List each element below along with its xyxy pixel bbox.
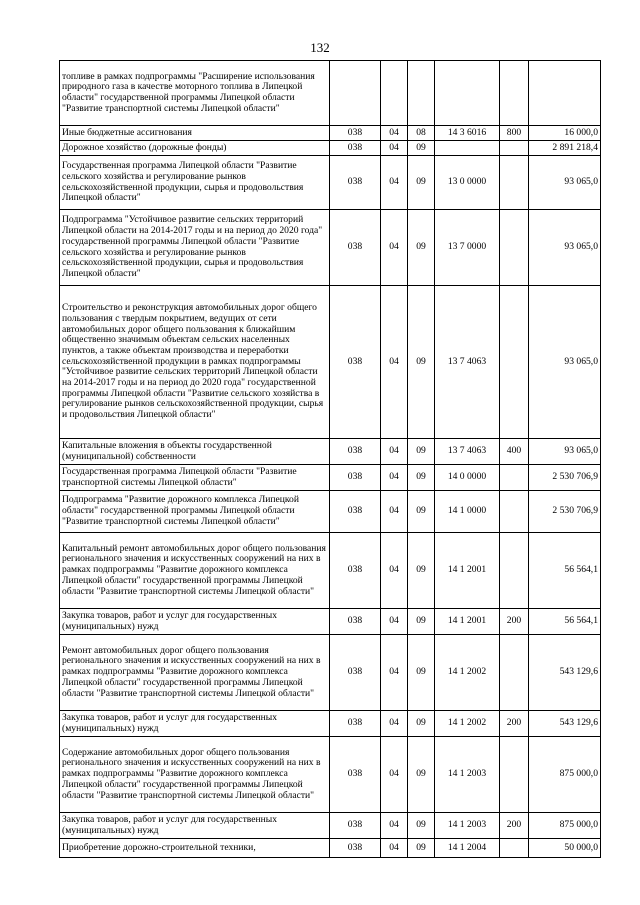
row-grbs: 038 xyxy=(330,737,381,813)
row-pr: 09 xyxy=(408,737,435,813)
row-sum: 93 065,0 xyxy=(529,210,601,286)
row-csr: 14 1 2002 xyxy=(435,711,500,737)
row-vr xyxy=(500,533,529,609)
row-vr: 400 xyxy=(500,439,529,465)
row-sum: 93 065,0 xyxy=(529,439,601,465)
row-rz: 04 xyxy=(381,156,408,210)
row-csr: 13 0 0000 xyxy=(435,156,500,210)
row-vr xyxy=(500,156,529,210)
row-grbs: 038 xyxy=(330,491,381,533)
row-pr: 09 xyxy=(408,465,435,491)
row-rz: 04 xyxy=(381,210,408,286)
row-sum: 50 000,0 xyxy=(529,839,601,858)
table-row xyxy=(60,126,601,141)
row-sum: 543 129,6 xyxy=(529,635,601,711)
row-name: Ремонт автомобильных дорог общего пользования регионального значения и искусственных сооружений на них в рамках подпрограммы "Развитие дорожного комплекса Липецкой области" государственной программы Липецкой области "Развитие транспортной системы Липецкой области" xyxy=(60,635,330,711)
row-vr: 800 xyxy=(500,126,529,141)
row-name: Закупка товаров, работ и услуг для государственных (муниципальных) нужд xyxy=(60,711,330,737)
row-grbs: 038 xyxy=(330,465,381,491)
row-grbs: 038 xyxy=(330,126,381,141)
row-rz: 04 xyxy=(381,286,408,439)
row-name: Строительство и реконструкция автомобильных дорог общего пользования с твердым покрытием, ведущих от сети автомобильных дорог общего пользования к ближайшим общественно значимым объектам сельских населенных пунктов, а также объектам производства и переработки сельскохозяйственной продукции в рамках подпрограммы "Устойчивое развитие сельских территорий Липецкой области на 2014-2017 годы и на период до 2020 года" государственной программы Липецкой области "Развитие сельского хозяйства в регулирование рынков сельскохозяйственной продукции, сырья и продовольствия Липецкой области" xyxy=(60,286,330,439)
row-sum xyxy=(529,61,601,126)
row-pr: 09 xyxy=(408,813,435,839)
row-csr: 13 7 4063 xyxy=(435,286,500,439)
row-rz: 04 xyxy=(381,439,408,465)
row-csr: 14 1 0000 xyxy=(435,491,500,533)
row-vr xyxy=(500,61,529,126)
row-pr: 09 xyxy=(408,609,435,635)
row-vr xyxy=(500,635,529,711)
row-csr: 14 1 2001 xyxy=(435,533,500,609)
row-rz: 04 xyxy=(381,711,408,737)
row-pr: 09 xyxy=(408,286,435,439)
row-sum: 56 564,1 xyxy=(529,609,601,635)
row-pr: 09 xyxy=(408,141,435,156)
table-row xyxy=(60,635,601,711)
row-vr xyxy=(500,465,529,491)
row-csr: 14 1 2003 xyxy=(435,813,500,839)
row-sum: 2 530 706,9 xyxy=(529,491,601,533)
row-csr: 13 7 4063 xyxy=(435,439,500,465)
row-grbs: 038 xyxy=(330,635,381,711)
row-grbs: 038 xyxy=(330,141,381,156)
table-row xyxy=(60,491,601,533)
row-name: топливе в рамках подпрограммы "Расширение использования природного газа в качестве моторного топлива в Липецкой области" государственной программы Липецкой области "Развитие транспортной системы Липецкой области" xyxy=(60,61,330,126)
row-sum: 543 129,6 xyxy=(529,711,601,737)
row-pr: 09 xyxy=(408,533,435,609)
row-csr: 14 1 2002 xyxy=(435,635,500,711)
row-vr xyxy=(500,839,529,858)
row-rz: 04 xyxy=(381,635,408,711)
row-rz: 04 xyxy=(381,465,408,491)
row-pr: 09 xyxy=(408,711,435,737)
row-pr: 09 xyxy=(408,156,435,210)
row-name: Государственная программа Липецкой области "Развитие транспортной системы Липецкой области" xyxy=(60,465,330,491)
row-rz: 04 xyxy=(381,609,408,635)
row-sum: 2 530 706,9 xyxy=(529,465,601,491)
page-number: 132 xyxy=(310,40,330,55)
row-rz: 04 xyxy=(381,126,408,141)
row-grbs: 038 xyxy=(330,156,381,210)
row-pr: 08 xyxy=(408,126,435,141)
row-vr xyxy=(500,141,529,156)
table-row xyxy=(60,286,601,439)
table-row xyxy=(60,465,601,491)
row-sum: 2 891 218,4 xyxy=(529,141,601,156)
budget-table xyxy=(59,60,601,858)
row-rz: 04 xyxy=(381,141,408,156)
row-rz: 04 xyxy=(381,491,408,533)
row-vr: 200 xyxy=(500,813,529,839)
row-name: Капитальные вложения в объекты государственной (муниципальной) собственности xyxy=(60,439,330,465)
row-name: Закупка товаров, работ и услуг для государственных (муниципальных) нужд xyxy=(60,609,330,635)
row-name: Иные бюджетные ассигнования xyxy=(60,126,330,141)
row-grbs: 038 xyxy=(330,439,381,465)
row-vr xyxy=(500,210,529,286)
row-name: Подпрограмма "Устойчивое развитие сельских территорий Липецкой области на 2014-2017 годы и на период до 2020 года" государственной программы Липецкой области "Развитие сельского хозяйства и регулирование рынков сельскохозяйственной продукции, сырья и продовольствия Липецкой области" xyxy=(60,210,330,286)
row-name: Капитальный ремонт автомобильных дорог общего пользования регионального значения и искусственных сооружений на них в рамках подпрограммы "Развитие дорожного комплекса Липецкой области" государственной программы Липецкой области "Развитие транспортной системы Липецкой области" xyxy=(60,533,330,609)
row-grbs: 038 xyxy=(330,839,381,858)
row-pr xyxy=(408,61,435,126)
table-row xyxy=(60,839,601,858)
row-csr: 13 7 0000 xyxy=(435,210,500,286)
row-grbs: 038 xyxy=(330,711,381,737)
row-vr xyxy=(500,737,529,813)
row-pr: 09 xyxy=(408,839,435,858)
table-row xyxy=(60,813,601,839)
row-vr: 200 xyxy=(500,711,529,737)
row-csr xyxy=(435,141,500,156)
row-csr: 14 1 2003 xyxy=(435,737,500,813)
row-rz: 04 xyxy=(381,737,408,813)
row-sum: 93 065,0 xyxy=(529,156,601,210)
table-row xyxy=(60,141,601,156)
row-vr xyxy=(500,491,529,533)
table-row xyxy=(60,533,601,609)
row-name: Приобретение дорожно-строительной техники, xyxy=(60,839,330,858)
table-row xyxy=(60,737,601,813)
row-name: Закупка товаров, работ и услуг для государственных (муниципальных) нужд xyxy=(60,813,330,839)
row-grbs: 038 xyxy=(330,210,381,286)
row-rz: 04 xyxy=(381,813,408,839)
row-csr: 14 0 0000 xyxy=(435,465,500,491)
row-grbs xyxy=(330,61,381,126)
row-grbs: 038 xyxy=(330,286,381,439)
row-pr: 09 xyxy=(408,491,435,533)
row-csr: 14 3 6016 xyxy=(435,126,500,141)
row-grbs: 038 xyxy=(330,609,381,635)
row-csr: 14 1 2004 xyxy=(435,839,500,858)
row-grbs: 038 xyxy=(330,533,381,609)
table-row xyxy=(60,210,601,286)
row-name: Содержание автомобильных дорог общего пользования регионального значения и искусственных сооружений на них в рамках подпрограммы "Развитие дорожного комплекса Липецкой области" государственной программы Липецкой области "Развитие транспортной системы Липецкой области" xyxy=(60,737,330,813)
row-rz xyxy=(381,61,408,126)
row-sum: 875 000,0 xyxy=(529,813,601,839)
row-csr: 14 1 2001 xyxy=(435,609,500,635)
table-row xyxy=(60,61,601,126)
row-sum: 56 564,1 xyxy=(529,533,601,609)
table-row xyxy=(60,439,601,465)
row-rz: 04 xyxy=(381,839,408,858)
row-pr: 09 xyxy=(408,635,435,711)
table-row xyxy=(60,609,601,635)
row-rz: 04 xyxy=(381,533,408,609)
row-vr xyxy=(500,286,529,439)
row-csr xyxy=(435,61,500,126)
row-grbs: 038 xyxy=(330,813,381,839)
row-sum: 93 065,0 xyxy=(529,286,601,439)
table-row xyxy=(60,156,601,210)
row-name: Государственная программа Липецкой области "Развитие сельского хозяйства и регулирование рынков сельскохозяйственной продукции, сырья и продовольствия Липецкой области" xyxy=(60,156,330,210)
row-sum: 875 000,0 xyxy=(529,737,601,813)
row-pr: 09 xyxy=(408,210,435,286)
table-row xyxy=(60,711,601,737)
row-sum: 16 000,0 xyxy=(529,126,601,141)
row-name: Подпрограмма "Развитие дорожного комплекса Липецкой области" государственной программы Липецкой области "Развитие транспортной системы Липецкой области" xyxy=(60,491,330,533)
row-name: Дорожное хозяйство (дорожные фонды) xyxy=(60,141,330,156)
row-vr: 200 xyxy=(500,609,529,635)
row-pr: 09 xyxy=(408,439,435,465)
